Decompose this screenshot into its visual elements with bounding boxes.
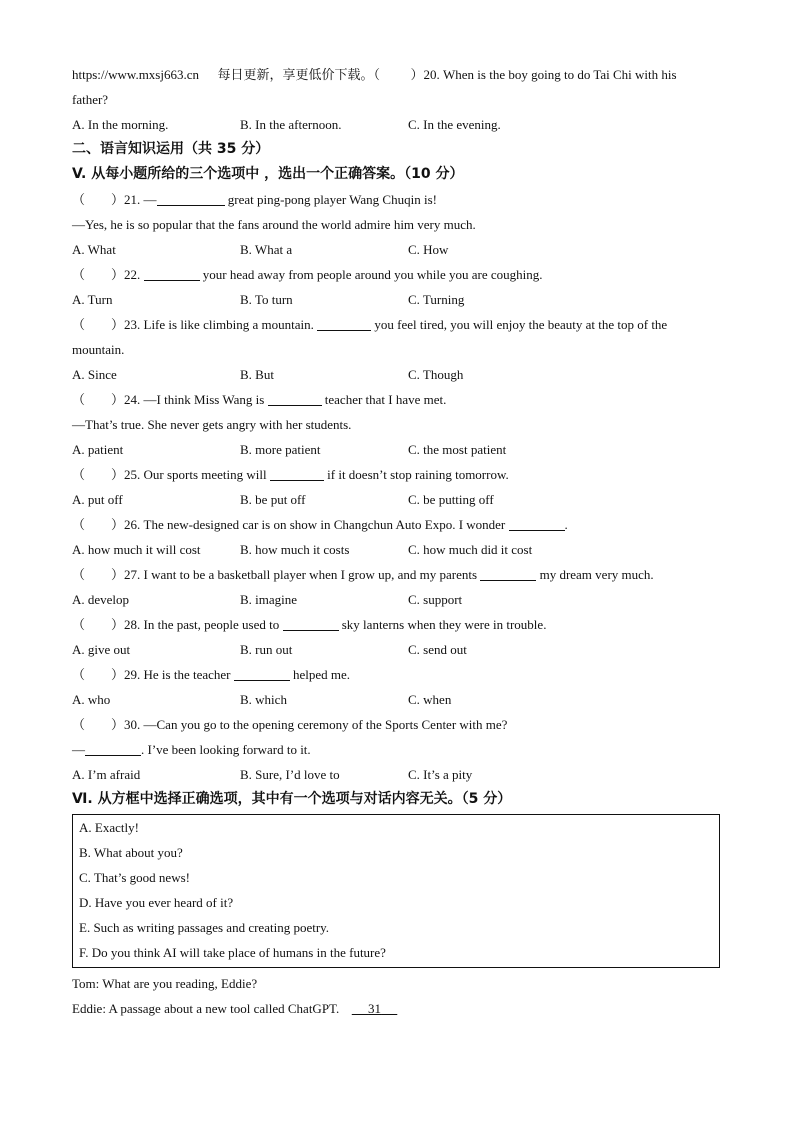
- option-b: B. how much it costs: [240, 542, 350, 557]
- box-option-e: E. Such as writing passages and creating poetry.: [79, 920, 330, 935]
- answer-blank: [144, 266, 200, 281]
- section-2-title: 二、语言知识运用（共 35 分）: [72, 141, 270, 157]
- answer-blank: [157, 191, 225, 206]
- source-url[interactable]: https://www.mxsj663.cn: [72, 67, 199, 82]
- answer-blank: [283, 616, 339, 631]
- option-b: B. imagine: [240, 592, 298, 607]
- dialogue-line-1: Tom: What are you reading, Eddie?: [72, 976, 258, 991]
- option-c: C. It’s a pity: [408, 767, 473, 782]
- question-21-reply: —Yes, he is so popular that the fans around the world admire him very much.: [72, 217, 476, 232]
- answer-blank: [234, 666, 290, 681]
- question-24: （ ）24. —I think Miss Wang is teacher that I have met.: [72, 392, 447, 407]
- question-24-options: [72, 437, 724, 462]
- option-c: C. In the evening.: [408, 117, 501, 132]
- question-21-options: [72, 237, 724, 262]
- question-27-options: [72, 587, 724, 612]
- question-25: （ ）25. Our sports meeting will if it doesn’t stop raining tomorrow.: [72, 467, 509, 482]
- option-c: C. Turning: [408, 292, 465, 307]
- header-line: [72, 62, 724, 87]
- option-b: B. To turn: [240, 292, 293, 307]
- answer-blank: [509, 516, 565, 531]
- answer-blank: [85, 741, 141, 756]
- option-a: A. Since: [72, 367, 117, 382]
- question-30-reply: — . I’ve been looking forward to it.: [72, 742, 311, 757]
- option-c: C. how much did it cost: [408, 542, 533, 557]
- option-b: B. In the afternoon.: [240, 117, 342, 132]
- question-21: （ ）21. — great ping-pong player Wang Chuqin is!: [72, 192, 437, 207]
- question-30-options: [72, 762, 724, 787]
- q20-continuation: father?: [72, 92, 109, 107]
- option-b: B. be put off: [240, 492, 306, 507]
- question-25-options: [72, 487, 724, 512]
- answer-blank: [268, 391, 322, 406]
- q20-text: ）20. When is the boy going to do Tai Chi with his: [410, 67, 677, 82]
- option-b: B. which: [240, 692, 287, 707]
- answer-blank-31: 31: [368, 1001, 382, 1016]
- question-29: （ ）29. He is the teacher helped me.: [72, 667, 351, 682]
- option-c: C. send out: [408, 642, 467, 657]
- option-c: C. support: [408, 592, 463, 607]
- answer-blank: [317, 316, 371, 331]
- options-box: [72, 814, 720, 968]
- option-a: A. In the morning.: [72, 117, 169, 132]
- q20-options: [72, 112, 724, 137]
- section-6-title: Ⅵ. 从方框中选择正确选项，其中有一个选项与对话内容无关。（5 分）: [72, 791, 512, 807]
- option-b: B. more patient: [240, 442, 321, 457]
- dialogue-line-2: Eddie: A passage about a new tool called ChatGPT. 31: [72, 996, 724, 1021]
- question-22: （ ）22. your head away from people around you while you are coughing.: [72, 267, 543, 282]
- option-a: A. give out: [72, 642, 131, 657]
- question-30: （ ）30. —Can you go to the opening ceremony of the Sports Center with me?: [72, 717, 508, 732]
- option-c: C. How: [408, 242, 449, 257]
- promo-text: 每日更新，享更低价下载。（: [217, 67, 381, 82]
- option-a: A. who: [72, 692, 111, 707]
- box-option-a: A. Exactly!: [79, 820, 139, 835]
- option-a: A. develop: [72, 592, 130, 607]
- question-23-options: [72, 362, 724, 387]
- question-23-continuation: mountain.: [72, 342, 125, 357]
- option-c: C. Though: [408, 367, 464, 382]
- option-c: C. be putting off: [408, 492, 494, 507]
- box-option-f: F. Do you think AI will take place of humans in the future?: [79, 945, 386, 960]
- box-option-c: C. That’s good news!: [79, 870, 190, 885]
- option-b: B. Sure, I’d love to: [240, 767, 340, 782]
- question-29-options: [72, 687, 724, 712]
- question-26-options: [72, 537, 724, 562]
- option-a: A. I’m afraid: [72, 767, 141, 782]
- option-a: A. What: [72, 242, 116, 257]
- answer-blank: [270, 466, 324, 481]
- question-24-reply: —That’s true. She never gets angry with her students.: [72, 417, 352, 432]
- section-5-title: V. 从每小题所给的三个选项中 ，选出一个正确答案。（10 分）: [72, 166, 464, 182]
- exam-page: [72, 62, 724, 1021]
- option-b: B. run out: [240, 642, 293, 657]
- question-22-options: [72, 287, 724, 312]
- question-26: （ ）26. The new-designed car is on show in Changchun Auto Expo. I wonder .: [72, 517, 568, 532]
- question-23: （ ）23. Life is like climbing a mountain. you feel tired, you will enjoy the beauty at the top of the: [72, 317, 668, 332]
- option-a: A. Turn: [72, 292, 113, 307]
- answer-blank: [480, 566, 536, 581]
- box-option-d: D. Have you ever heard of it?: [79, 895, 234, 910]
- option-a: A. patient: [72, 442, 124, 457]
- option-a: A. how much it will cost: [72, 542, 201, 557]
- option-b: B. But: [240, 367, 274, 382]
- question-28: （ ）28. In the past, people used to sky lanterns when they were in trouble.: [72, 617, 547, 632]
- question-27: （ ）27. I want to be a basketball player when I grow up, and my parents my dream very much.: [72, 567, 654, 582]
- option-c: C. the most patient: [408, 442, 507, 457]
- option-a: A. put off: [72, 492, 123, 507]
- question-28-options: [72, 637, 724, 662]
- option-b: B. What a: [240, 242, 293, 257]
- option-c: C. when: [408, 692, 452, 707]
- box-option-b: B. What about you?: [79, 845, 183, 860]
